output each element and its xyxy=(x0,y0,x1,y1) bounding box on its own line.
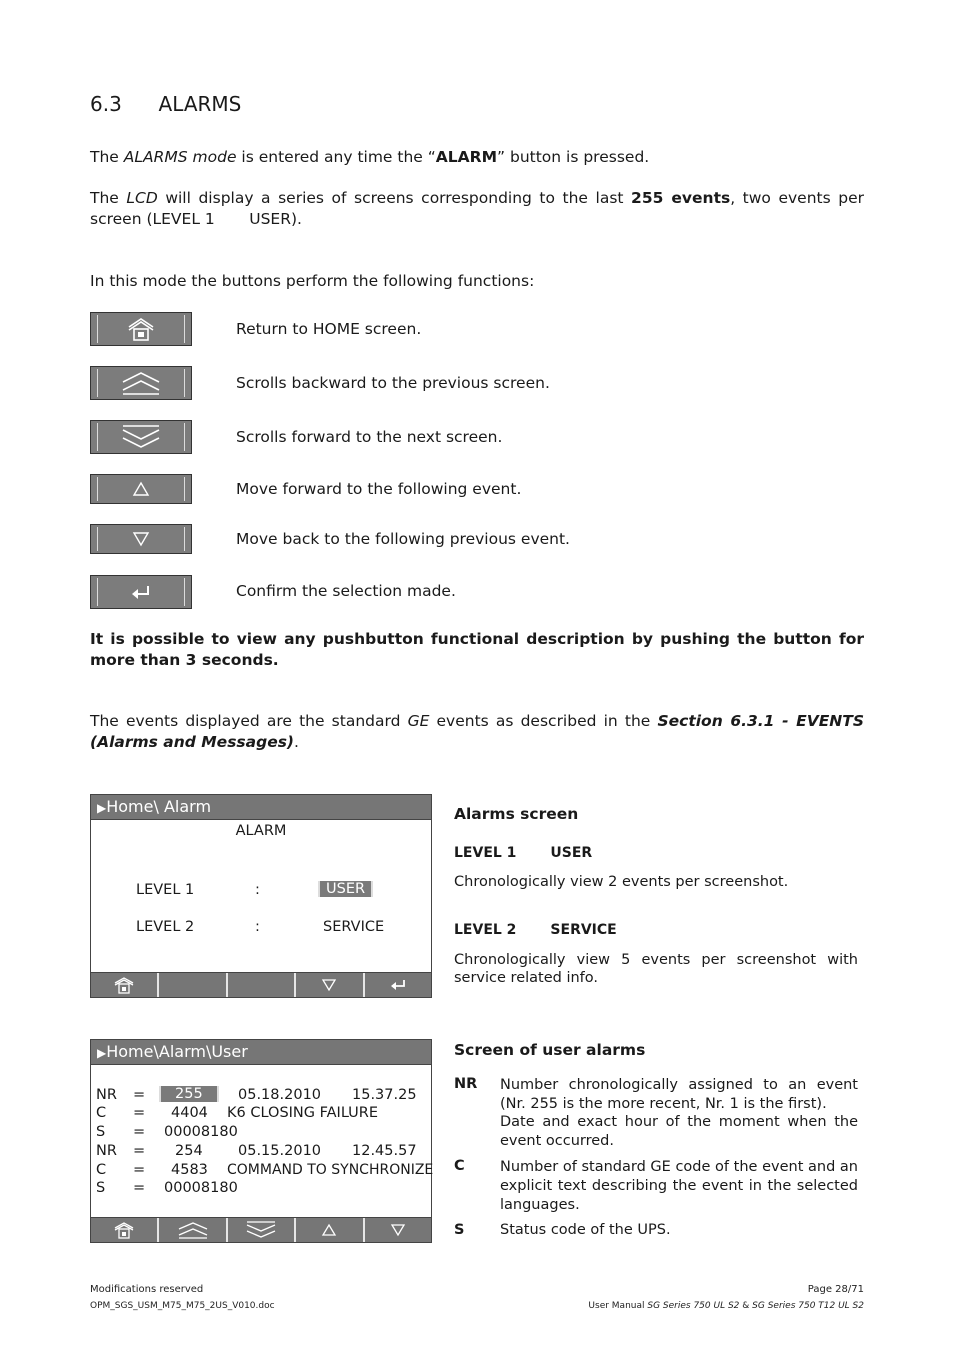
up-triangle-icon xyxy=(321,1223,337,1237)
c-key: C xyxy=(454,1158,465,1174)
event-1-code-value: 4404 xyxy=(171,1105,208,1121)
softkey-page-up[interactable] xyxy=(159,1218,227,1242)
event-1-nr-value[interactable]: 255 xyxy=(159,1086,219,1102)
page-up-button-description: Scrolls backward to the previous screen. xyxy=(236,374,550,392)
section-reference-link: Section 6.3.1 - EVENTS (Alarms and Messages) xyxy=(90,712,864,751)
s-description: Status code of the UPS. xyxy=(500,1222,671,1238)
home-icon xyxy=(113,1221,135,1239)
lcd-softkey-bar xyxy=(91,1217,431,1242)
intro-paragraph-1: The ALARMS mode is entered any time the “ALARM” button is pressed. xyxy=(90,148,650,166)
lcd-header-path: Home\ Alarm xyxy=(106,797,212,816)
enter-button[interactable] xyxy=(90,575,192,609)
event-1-status-value: 00008180 xyxy=(164,1124,238,1140)
page-up-icon xyxy=(120,370,162,396)
page-up-icon xyxy=(177,1221,209,1239)
level-2-option[interactable]: SERVICE xyxy=(323,919,385,935)
softkey-home[interactable] xyxy=(91,973,159,997)
caret-right-icon: ▶ xyxy=(97,1046,107,1060)
level-1-heading: LEVEL 1 USER xyxy=(454,845,593,861)
alarms-screen-title: Alarms screen xyxy=(454,805,579,823)
event-1-nr-key: NR xyxy=(96,1087,117,1103)
enter-icon xyxy=(389,978,407,992)
softkey-empty-1[interactable] xyxy=(159,973,227,997)
s-key: S xyxy=(454,1222,465,1238)
page-up-button[interactable] xyxy=(90,366,192,400)
c-description: Number of standard GE code of the event and an explicit text describing the event in the selected languages. xyxy=(500,1159,858,1213)
level-1-label: LEVEL 1 xyxy=(136,882,195,898)
level-1-option[interactable]: USER xyxy=(318,881,373,897)
page-down-button-description: Scrolls forward to the next screen. xyxy=(236,428,503,446)
event-2-nr-key: NR xyxy=(96,1143,117,1159)
down-button[interactable] xyxy=(90,524,192,554)
event-1-code-text: K6 CLOSING FAILURE xyxy=(227,1105,379,1121)
home-button[interactable] xyxy=(90,312,192,346)
up-triangle-icon xyxy=(132,481,150,497)
down-button-description: Move back to the following previous event. xyxy=(236,530,570,548)
event-2-date: 05.15.2010 xyxy=(238,1143,322,1159)
lcd-header-path: Home\Alarm\User xyxy=(106,1042,248,1061)
event-2-code-key: C xyxy=(96,1162,107,1178)
softkey-empty-2[interactable] xyxy=(228,973,296,997)
down-triangle-icon xyxy=(321,978,337,992)
softkey-down[interactable] xyxy=(296,973,364,997)
event-1-nr-eq: = xyxy=(133,1087,146,1103)
event-1-date: 05.18.2010 xyxy=(238,1087,322,1103)
intro-paragraph-3: In this mode the buttons perform the following functions: xyxy=(90,272,535,290)
page-down-icon xyxy=(120,424,162,450)
home-button-description: Return to HOME screen. xyxy=(236,320,422,338)
nr-key: NR xyxy=(454,1076,478,1092)
level-2-text: Chronologically view 5 events per screenshot with service related info. xyxy=(454,952,858,986)
event-1-time: 15.37.25 xyxy=(352,1087,417,1103)
event-2-code-text: COMMAND TO SYNCHRONIZE xyxy=(227,1162,434,1178)
event-2-nr-value[interactable]: 254 xyxy=(175,1143,203,1159)
home-icon xyxy=(113,976,135,994)
section-heading xyxy=(90,92,241,116)
events-paragraph: The events displayed are the standard GE events as described in the Section 6.3.1 - EVENTS (Alarms and Messages). xyxy=(90,712,864,751)
down-triangle-icon xyxy=(132,531,150,547)
enter-icon xyxy=(130,584,152,600)
user-alarms-lcd-screen xyxy=(90,1039,432,1243)
enter-button-description: Confirm the selection made. xyxy=(236,582,456,600)
softkey-home[interactable] xyxy=(91,1218,159,1242)
page-down-icon xyxy=(245,1221,277,1239)
level-1-separator: : xyxy=(255,882,260,898)
event-2-status-key: S xyxy=(96,1180,106,1196)
section-title: ALARMS xyxy=(158,92,242,116)
alarm-lcd-screen xyxy=(90,794,432,998)
footer-doc-name: OPM_SGS_USM_M75_M75_2US_V010.doc xyxy=(90,1301,275,1311)
event-1-code-eq: = xyxy=(133,1105,146,1121)
softkey-enter[interactable] xyxy=(365,973,431,997)
event-1-code-key: C xyxy=(96,1105,107,1121)
softkey-page-down[interactable] xyxy=(228,1218,296,1242)
up-button[interactable] xyxy=(90,474,192,504)
lcd-softkey-bar xyxy=(91,972,431,997)
nr-description: Number chronologically assigned to an event (Nr. 255 is the more recent, Nr. 1 is the first). Date and exact hour of the moment when the event occurred. xyxy=(500,1077,858,1149)
footer-modifications: Modifications reserved xyxy=(90,1284,204,1295)
pushbutton-note: It is possible to view any pushbutton functional description by pushing the button for more than 3 seconds. xyxy=(90,630,864,669)
lcd-header xyxy=(91,1040,431,1065)
lcd-title: ALARM xyxy=(235,823,287,839)
page-down-button[interactable] xyxy=(90,420,192,454)
event-2-code-eq: = xyxy=(133,1162,146,1178)
level-2-separator: : xyxy=(255,919,260,935)
event-2-nr-eq: = xyxy=(133,1143,146,1159)
event-2-status-eq: = xyxy=(133,1180,146,1196)
lcd-header xyxy=(91,795,431,820)
event-1-status-eq: = xyxy=(133,1124,146,1140)
footer-manual-title: User Manual SG Series 750 UL S2 & SG Series 750 T12 UL S2 xyxy=(588,1301,864,1311)
event-2-status-value: 00008180 xyxy=(164,1180,238,1196)
home-icon xyxy=(126,316,156,342)
footer-page-number: Page 28/71 xyxy=(807,1284,864,1295)
down-triangle-icon xyxy=(390,1223,406,1237)
event-2-code-value: 4583 xyxy=(171,1162,208,1178)
level-2-label: LEVEL 2 xyxy=(136,919,195,935)
softkey-down[interactable] xyxy=(365,1218,431,1242)
caret-right-icon: ▶ xyxy=(97,801,107,815)
up-button-description: Move forward to the following event. xyxy=(236,480,522,498)
section-number: 6.3 xyxy=(90,92,122,116)
event-1-status-key: S xyxy=(96,1124,106,1140)
user-alarms-title: Screen of user alarms xyxy=(454,1041,646,1059)
softkey-up[interactable] xyxy=(296,1218,364,1242)
level-1-text: Chronologically view 2 events per screenshot. xyxy=(454,874,789,890)
level-2-heading: LEVEL 2 SERVICE xyxy=(454,922,617,938)
event-2-time: 12.45.57 xyxy=(352,1143,417,1159)
intro-paragraph-2: The LCD will display a series of screens corresponding to the last 255 events, two events per screen (LEVEL 1 USER). xyxy=(90,189,864,228)
